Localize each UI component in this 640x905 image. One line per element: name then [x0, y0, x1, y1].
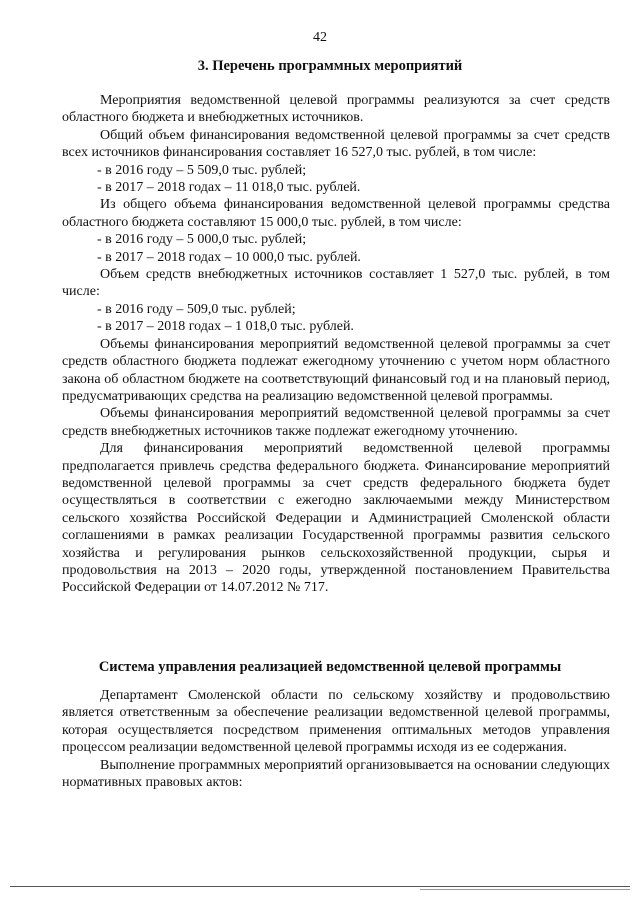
- scan-edge-line-faint: [420, 889, 630, 890]
- section-body-program-activities: [62, 92, 610, 597]
- paragraph: Объемы финансирования мероприятий ведомственной целевой программы за счет средств областного бюджета подлежат ежегодному уточнению с учетом норм областного закона об областном бюджете на соответствующий финансовый год и на плановый период, предусматривающих средства на реализацию ведомственной целевой программы.: [62, 336, 610, 404]
- paragraph: Общий объем финансирования ведомственной целевой программы за счет средств всех источников финансирования составляет 16 527,0 тыс. рублей, в том числе:: [62, 127, 610, 161]
- list-item: - в 2016 году – 5 509,0 тыс. рублей;: [97, 162, 307, 178]
- section-title-program-management: Система управления реализацией ведомственной целевой программы: [98, 659, 562, 675]
- list-item: - в 2016 году – 509,0 тыс. рублей;: [97, 301, 296, 317]
- list-item: - в 2017 – 2018 годах – 10 000,0 тыс. рублей.: [97, 249, 361, 265]
- scan-edge-line: [10, 886, 630, 887]
- paragraph: Выполнение программных мероприятий организовывается на основании следующих нормативных правовых актов:: [62, 757, 610, 791]
- list-item: - в 2017 – 2018 годах – 11 018,0 тыс. рублей.: [97, 180, 361, 196]
- section-title-program-activities: 3. Перечень программных мероприятий: [197, 58, 463, 74]
- paragraph: Мероприятия ведомственной целевой программы реализуются за счет средств областного бюджета и внебюджетных источников.: [62, 93, 610, 126]
- page-number: 42: [313, 30, 327, 45]
- paragraph: Объемы финансирования мероприятий ведомственной целевой программы за счет средств внебюджетных источников также подлежат ежегодному уточнению.: [62, 406, 610, 439]
- section-body-program-management: [62, 687, 610, 791]
- paragraph: Для финансирования мероприятий ведомственной целевой программы предполагается привлечь средства федерального бюджета. Финансирование мероприятий ведомственной целевой программы за счет средств федерального бюджета будет осуществляться в соответствии с ежегодно заключаемыми между Министерством сельского хозяйства Российской Федерации и Администрацией Смоленской области соглашениями в рамках реализации Государственной программы развития сельского хозяйства и регулирования рынков сельскохозяйственной продукции, сырья и продовольствия на 2013 – 2020 годы, утвержденной постановлением Правительства Российской Федерации от 14.07.2012 № 717.: [62, 441, 610, 596]
- paragraph: Объем средств внебюджетных источников составляет 1 527,0 тыс. рублей, в том числе:: [62, 267, 610, 300]
- paragraph: Из общего объема финансирования ведомственной целевой программы средства областного бюджета составляют 15 000,0 тыс. рублей, в том числе:: [62, 197, 610, 230]
- list-item: - в 2017 – 2018 годах – 1 018,0 тыс. рублей.: [97, 319, 354, 335]
- list-item: - в 2016 году – 5 000,0 тыс. рублей;: [97, 232, 307, 248]
- paragraph: Департамент Смоленской области по сельскому хозяйству и продовольствию является ответственным за обеспечение реализации ведомственной целевой программы, которая осуществляется посредством применения оптимальных методов управления процессом реализации ведомственной целевой программы исходя из ее содержания.: [62, 688, 610, 756]
